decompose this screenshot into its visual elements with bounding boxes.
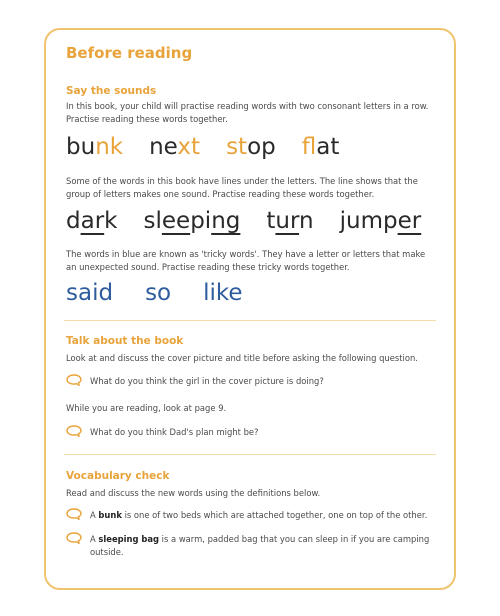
- section-divider: [64, 320, 436, 321]
- speech-bubble-icon: [66, 374, 82, 386]
- while-reading-text: While you are reading, look at page 9.: [66, 403, 227, 413]
- talk-about-intro: Look at and discuss the cover picture and title before asking the following question.: [66, 353, 418, 363]
- vocab-word-sleeping-bag: sleeping bag: [98, 534, 160, 544]
- tricky-words-row: [66, 280, 440, 306]
- tricky-word-so: so: [145, 280, 172, 306]
- talk-about-heading: Talk about the book: [66, 335, 184, 347]
- vocabulary-intro: Read and discuss the new words using the definitions below.: [66, 488, 321, 498]
- word-next: next: [149, 134, 201, 160]
- definition-1-text: A bunk is one of two beds which are attached together, one on top of the other.: [90, 510, 428, 520]
- tricky-intro: The words in blue are known as 'tricky words'. They have a letter or letters that make an unexpected sound. Practise reading these tricky words together.: [66, 249, 426, 272]
- tricky-word-said: said: [66, 280, 114, 306]
- say-the-sounds-intro: In this book, your child will practise reading words with two consonant letters in a row. Practise reading these words together.: [66, 101, 429, 124]
- underline-words-row: [66, 208, 440, 234]
- tricky-word-like: like: [203, 280, 243, 306]
- word-sleeping: sleeping: [143, 208, 241, 234]
- card-title: Before reading: [66, 44, 193, 62]
- before-reading-card: [44, 28, 456, 590]
- word-stop: stop: [226, 134, 276, 160]
- section-divider: [64, 454, 436, 455]
- word-jumper: jumper: [339, 208, 422, 234]
- question-2: [66, 426, 436, 439]
- question-1: [66, 375, 436, 388]
- say-the-sounds-heading: Say the sounds: [66, 85, 157, 97]
- word-bunk: bunk: [66, 134, 124, 160]
- consonant-words-row: [66, 134, 440, 160]
- underline-intro: Some of the words in this book have lines under the letters. The line shows that the group of letters makes one sound. Practise reading these words together.: [66, 176, 418, 199]
- definition-1: [66, 509, 436, 522]
- speech-bubble-icon: [66, 425, 82, 437]
- word-dark: dark: [66, 208, 118, 234]
- vocabulary-heading: Vocabulary check: [66, 470, 170, 482]
- speech-bubble-icon: [66, 532, 82, 544]
- definition-2-text: A sleeping bag is a warm, padded bag that you can sleep in if you are camping outside.: [90, 534, 430, 557]
- question-1-text: What do you think the girl in the cover picture is doing?: [90, 376, 324, 386]
- question-2-text: What do you think Dad's plan might be?: [90, 427, 259, 437]
- vocab-word-bunk: bunk: [98, 510, 122, 520]
- definition-2: [66, 533, 436, 559]
- word-turn: turn: [266, 208, 314, 234]
- word-flat: flat: [301, 134, 340, 160]
- speech-bubble-icon: [66, 508, 82, 520]
